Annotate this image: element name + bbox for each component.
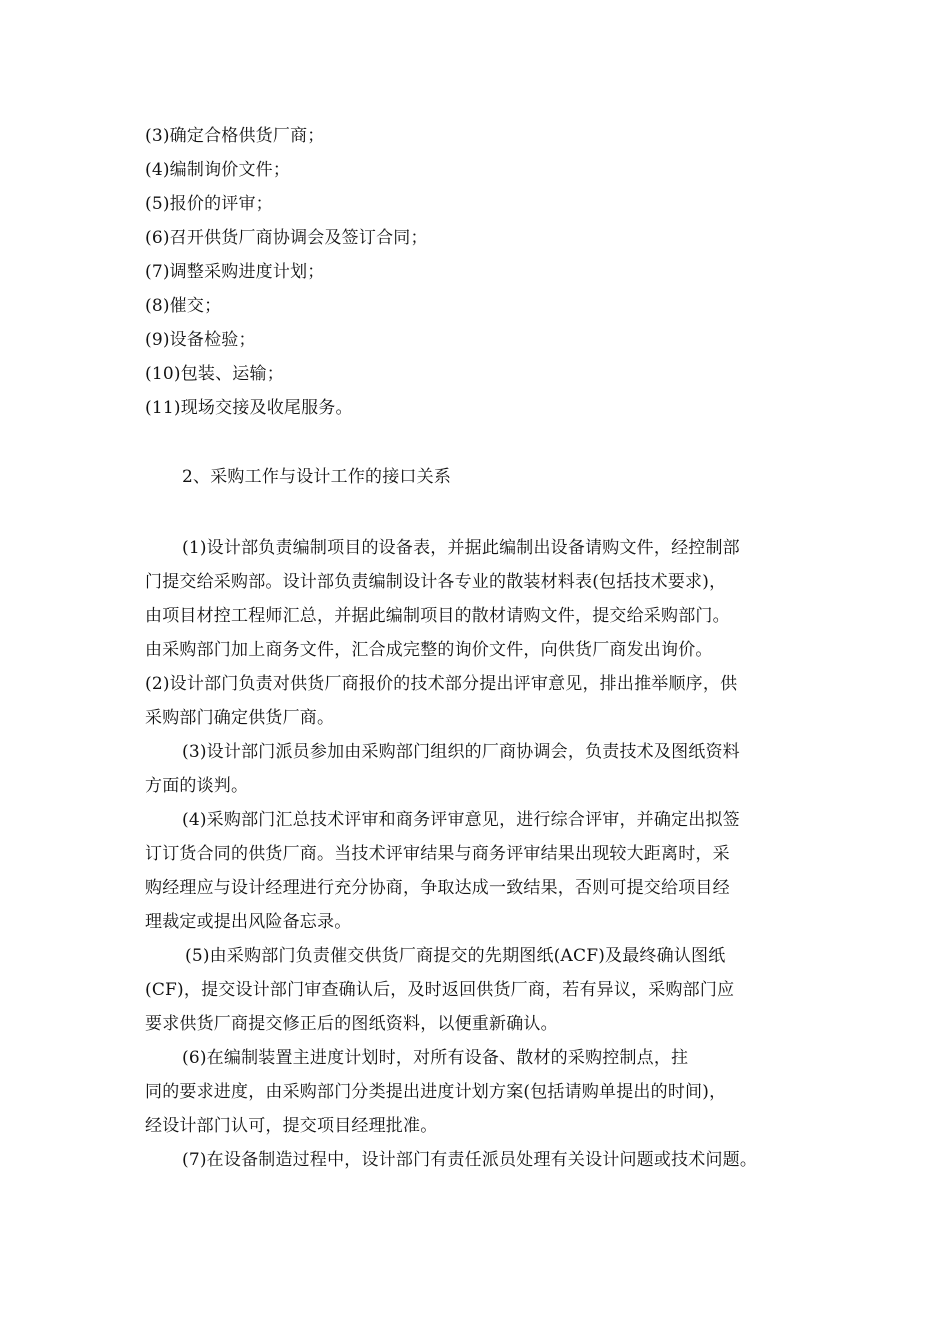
- paragraph-line: 由采购部门加上商务文件，汇合成完整的询价文件，向供货厂商发出询价。: [145, 640, 713, 660]
- list-item: (8)催交；: [145, 296, 222, 316]
- paragraph-line: 订订货合同的供货厂商。当技术评审结果与商务评审结果出现较大距离时，采: [145, 844, 730, 864]
- list-item: (6)召开供货厂商协调会及签订合同；: [145, 228, 428, 248]
- paragraph-line: 购经理应与设计经理进行充分协商，争取达成一致结果，否则可提交给项目经: [145, 878, 730, 898]
- paragraph-line: 要求供货厂商提交修正后的图纸资料，以便重新确认。: [145, 1014, 558, 1034]
- list-item: (5)报价的评审；: [145, 194, 273, 214]
- paragraph-line: 采购部门确定供货厂商。: [145, 708, 335, 728]
- list-item: (10)包装、运输；: [145, 364, 284, 384]
- paragraph-line: (4)采购部门汇总技术评审和商务评审意见，进行综合评审，并确定出拟签: [182, 810, 740, 830]
- paragraph-line: (6)在编制装置主进度计划时，对所有设备、散材的采购控制点，拄: [182, 1048, 689, 1068]
- paragraph-line: 经设计部门认可，提交项目经理批准。: [145, 1116, 438, 1136]
- paragraph-line: (CF)，提交设计部门审查确认后，及时返回供货厂商，若有异议，采购部门应: [145, 980, 735, 1000]
- list-item: (9)设备检验；: [145, 330, 256, 350]
- list-item: (11)现场交接及收尾服务。: [145, 398, 353, 418]
- paragraph-line: (1)设计部负责编制项目的设备表，并据此编制出设备请购文件，经控制部: [182, 538, 740, 558]
- paragraph-line: 门提交给采购部。设计部负责编制设计各专业的散装材料表(包括技术要求)，: [145, 572, 727, 592]
- paragraph-line: 理裁定或提出风险备忘录。: [145, 912, 352, 932]
- paragraph-line: 由项目材控工程师汇总，并据此编制项目的散材请购文件，提交给采购部门。: [145, 606, 730, 626]
- paragraph-line: (5)由采购部门负责催交供货厂商提交的先期图纸(ACF)及最终确认图纸: [185, 946, 726, 966]
- section-heading: 2、采购工作与设计工作的接口关系: [182, 467, 452, 487]
- paragraph-line: 同的要求进度，由采购部门分类提出进度计划方案(包括请购单提出的时间)，: [145, 1082, 727, 1102]
- list-item: (4)编制询价文件；: [145, 160, 291, 180]
- paragraph-line: 方面的谈判。: [145, 776, 249, 796]
- paragraph-line: (7)在设备制造过程中，设计部门有责任派员处理有关设计问题或技术问题。: [182, 1150, 758, 1170]
- list-item: (3)确定合格供货厂商；: [145, 126, 325, 146]
- list-item: (7)调整采购进度计划；: [145, 262, 325, 282]
- paragraph-line: (3)设计部门派员参加由采购部门组织的厂商协调会，负责技术及图纸资料: [182, 742, 740, 762]
- paragraph-line: (2)设计部门负责对供货厂商报价的技术部分提出评审意见，排出推举顺序，供: [145, 674, 738, 694]
